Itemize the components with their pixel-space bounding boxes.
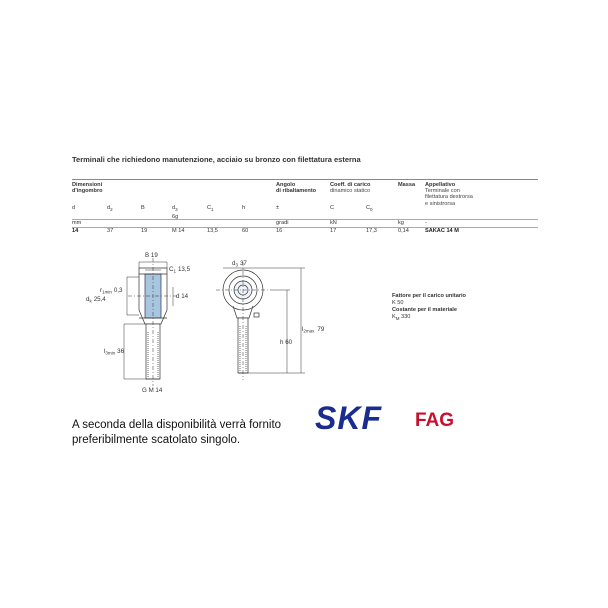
label-c1: $C_1$ 13,5 xyxy=(169,266,191,274)
label-g: G M 14 xyxy=(142,387,163,394)
skf-logo: SKF xyxy=(315,400,382,436)
fag-logo: FAG xyxy=(415,410,455,431)
label-h: h 60 xyxy=(280,339,293,346)
symbol-d2: $d_2$ xyxy=(107,205,113,213)
cell-d3: M 14 xyxy=(172,228,185,234)
fattore-label: Fattore per il carico unitario xyxy=(392,293,466,299)
cell-massa: 0,14 xyxy=(398,228,409,234)
availability-note: A seconda della disponibilità verrà fornito preferibilmente scatolato singolo. xyxy=(72,419,282,446)
symbol-alpha: ± xyxy=(276,205,280,211)
header-angolo: Angolo di ribaltamento xyxy=(276,182,317,195)
unit-kg: kg xyxy=(398,220,404,226)
page-title: Terminali che richiedono manutenzione, acciaio su bronzo con filettatura esterna xyxy=(72,155,361,164)
header-appellativo-sub: Terminale con filettatura destrorsa e sinistrorsa xyxy=(425,188,473,207)
header-dinamico-statico: dinamico statico xyxy=(330,188,371,194)
cell-d: 14 xyxy=(72,228,79,234)
header-dimensioni: Dimensioni d'ingombro xyxy=(72,182,103,195)
symbol-b: B xyxy=(141,205,145,211)
cell-b: 19 xyxy=(141,228,148,234)
unit-mm: mm xyxy=(72,220,82,226)
symbol-d: d xyxy=(72,205,76,211)
cell-h: 60 xyxy=(242,228,249,234)
symbol-c0: $C_0$ xyxy=(366,205,373,213)
cell-c1: 13,5 xyxy=(207,228,218,234)
costante-label: Costante per il materiale xyxy=(392,307,457,313)
side-info xyxy=(392,293,466,322)
header-massa: Massa xyxy=(398,182,416,188)
cell-c: 17 xyxy=(330,228,337,234)
k-value: K 50 xyxy=(392,300,404,306)
cell-angolo: 16 xyxy=(276,228,283,234)
unit-gradi: gradi xyxy=(276,220,289,226)
header-appellativo: Appellativo xyxy=(425,182,456,188)
label-l3: $l_{3min}$ 36 xyxy=(104,348,125,356)
symbol-h: h xyxy=(242,205,246,211)
label-dk: $d_k$ 25,4 xyxy=(86,296,106,304)
label-r1: $r_{1min}$ 0,3 xyxy=(100,287,123,295)
cell-appellativo: SAKAC 14 M xyxy=(425,228,459,234)
label-d3: $d_3$ 37 xyxy=(232,260,247,268)
cell-d2: 37 xyxy=(107,228,114,234)
symbol-c1: $C_1$ xyxy=(207,205,214,213)
km-value: $K_M$ 330 xyxy=(392,314,411,322)
symbol-c: C xyxy=(330,205,335,211)
cell-c0: 17,3 xyxy=(366,228,377,234)
unit-kn: kN xyxy=(330,220,337,226)
unit-dash: - xyxy=(425,220,427,226)
label-b: B 19 xyxy=(145,252,158,259)
label-d: d 14 xyxy=(176,293,189,300)
symbol-d3: $d_3$ 6g xyxy=(172,205,179,220)
label-l2: $l_{2max}$ 79 xyxy=(302,326,325,334)
header-coeff: Coeff. di carico xyxy=(330,182,371,188)
